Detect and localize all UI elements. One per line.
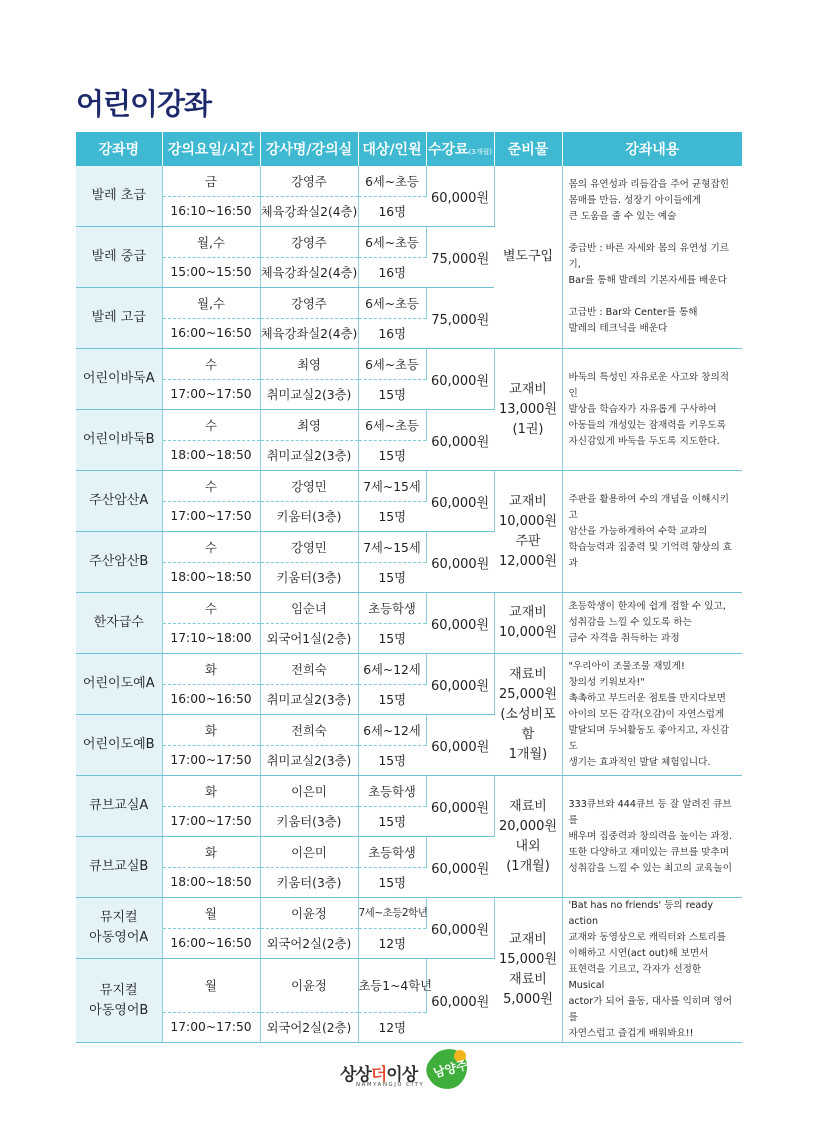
course-teacher: 최영 [260, 410, 358, 441]
course-capacity: 15명 [358, 684, 426, 715]
course-name: 한자급수 [76, 593, 162, 654]
course-name: 어린이도예B [76, 715, 162, 776]
course-room: 외국어2실(2층) [260, 1012, 358, 1043]
table-row [76, 349, 742, 380]
course-description: 주판을 활용하여 수의 개념을 이해시키고 암산을 가능하게하여 수학 교과의 학습능력과 집중력 및 기억력 향상의 효과 [562, 471, 742, 593]
course-time: 17:00~17:50 [162, 745, 260, 776]
course-description: 'Bat has no friends' 등의 ready action 교재와 동영상으로 캐릭터와 스토리를 이해하고 시연(act out)해 보면서 표현력을 기르고, 각자가 선정한 Musical actor가 되어 율동, 대사를 익히며 영어를 자연스럽고 즐겁게 배워봐요!! [562, 898, 742, 1043]
course-capacity: 16명 [358, 196, 426, 227]
table-row [76, 654, 742, 685]
course-day: 화 [162, 654, 260, 685]
header-content: 강좌내용 [562, 132, 742, 166]
course-time: 18:00~18:50 [162, 562, 260, 593]
logo-subtitle: NAMYANGJU CITY [356, 1082, 425, 1088]
table-row [76, 593, 742, 624]
course-room: 체육강좌실2(4층) [260, 196, 358, 227]
course-time: 17:00~17:50 [162, 501, 260, 532]
course-room: 키움터(3층) [260, 867, 358, 898]
course-target: 7세~초등2학년 [358, 898, 426, 929]
course-teacher: 강영민 [260, 471, 358, 502]
course-teacher: 전희숙 [260, 654, 358, 685]
course-name: 뮤지컬 아동영어B [76, 959, 162, 1043]
course-day: 화 [162, 837, 260, 868]
course-teacher: 강영민 [260, 532, 358, 563]
logo-wordmark: 상상더이상 [340, 1065, 418, 1085]
course-day: 월 [162, 898, 260, 929]
table-row [76, 776, 742, 807]
course-room: 체육강좌실2(4층) [260, 318, 358, 349]
course-fee: 60,000원 [426, 959, 494, 1043]
course-time: 16:00~16:50 [162, 684, 260, 715]
course-name: 발레 중급 [76, 227, 162, 288]
course-day: 금 [162, 166, 260, 196]
course-capacity: 12명 [358, 1012, 426, 1043]
course-name: 발레 초급 [76, 166, 162, 227]
course-capacity: 15명 [358, 440, 426, 471]
course-teacher: 이은미 [260, 837, 358, 868]
course-fee: 60,000원 [426, 532, 494, 593]
logo-badge-text: 남양주 [431, 1057, 470, 1081]
header-name: 강좌명 [76, 132, 162, 166]
course-capacity: 15명 [358, 623, 426, 654]
course-day: 월,수 [162, 288, 260, 319]
course-room: 취미교실2(3층) [260, 379, 358, 410]
course-fee: 60,000원 [426, 593, 494, 654]
course-name: 주산암산B [76, 532, 162, 593]
course-fee: 60,000원 [426, 471, 494, 532]
course-prep: 재료비 25,000원 (소성비포함 1개월) [494, 654, 562, 776]
course-table [76, 132, 742, 1043]
course-time: 17:10~18:00 [162, 623, 260, 654]
header-prep: 준비물 [494, 132, 562, 166]
course-day: 수 [162, 593, 260, 624]
course-prep: 교재비 10,000원 주판 12,000원 [494, 471, 562, 593]
page-title: 어린이강좌 [76, 87, 212, 121]
course-fee: 75,000원 [426, 288, 494, 349]
course-room: 키움터(3층) [260, 562, 358, 593]
course-fee: 60,000원 [426, 898, 494, 959]
course-description: 초등학생이 한자에 쉽게 접할 수 있고, 성취감을 느낄 수 있도록 하는 급수 자격을 취득하는 과정 [562, 593, 742, 654]
course-time: 17:00~17:50 [162, 806, 260, 837]
course-capacity: 15명 [358, 806, 426, 837]
course-time: 15:00~15:50 [162, 257, 260, 288]
course-target: 초등학생 [358, 593, 426, 624]
course-time: 17:00~17:50 [162, 1012, 260, 1043]
course-room: 키움터(3층) [260, 806, 358, 837]
course-capacity: 15명 [358, 562, 426, 593]
table-row [76, 898, 742, 929]
course-day: 수 [162, 349, 260, 380]
course-name: 어린이도예A [76, 654, 162, 715]
course-prep: 재료비 20,000원 내외 (1개월) [494, 776, 562, 898]
course-name: 뮤지컬 아동영어A [76, 898, 162, 959]
course-fee: 60,000원 [426, 654, 494, 715]
course-description: 몸의 유연성과 리듬감을 주어 균형잡힌 몸매를 만듬. 성장기 아이들에게 큰 도움을 줄 수 있는 예술 중급반 : 바른 자세와 몸의 유연성 기르기, Bar를 통해 발레의 기본자세를 배운다 고급반 : Bar와 Center를 통해 발레의 테크닉을 배운다 [562, 166, 742, 349]
header-target: 대상/인원 [358, 132, 426, 166]
header-time: 강의요일/시간 [162, 132, 260, 166]
course-name: 어린이바둑B [76, 410, 162, 471]
course-teacher: 강영주 [260, 288, 358, 319]
course-target: 초등학생 [358, 837, 426, 868]
course-teacher: 강영주 [260, 166, 358, 196]
course-day: 화 [162, 776, 260, 807]
course-description: 333큐브와 444큐브 등 잘 알려진 큐브를 배우며 집중력과 창의력을 높이는 과정. 또한 다양하고 재미있는 큐브를 맞추며 성취감을 느낄 수 있는 최고의 교육놀이 [562, 776, 742, 898]
course-target: 6세~초등 [358, 227, 426, 258]
table-row [76, 166, 742, 196]
course-capacity: 16명 [358, 257, 426, 288]
course-target: 6세~초등 [358, 166, 426, 196]
course-fee: 60,000원 [426, 715, 494, 776]
course-fee: 75,000원 [426, 227, 494, 288]
course-time: 16:10~16:50 [162, 196, 260, 227]
course-target: 초등1~4학년 [358, 959, 426, 1013]
course-room: 외국어2실(2층) [260, 928, 358, 959]
course-prep: 교재비 10,000원 [494, 593, 562, 654]
course-teacher: 이윤정 [260, 898, 358, 929]
course-time: 18:00~18:50 [162, 440, 260, 471]
course-time: 16:00~16:50 [162, 318, 260, 349]
course-time: 17:00~17:50 [162, 379, 260, 410]
course-fee: 60,000원 [426, 349, 494, 410]
course-time: 18:00~18:50 [162, 867, 260, 898]
course-target: 6세~12세 [358, 654, 426, 685]
course-room: 체육강좌실2(4층) [260, 257, 358, 288]
course-teacher: 전희숙 [260, 715, 358, 746]
course-teacher: 이은미 [260, 776, 358, 807]
course-teacher: 강영주 [260, 227, 358, 258]
course-room: 취미교실2(3층) [260, 745, 358, 776]
course-room: 키움터(3층) [260, 501, 358, 532]
course-target: 6세~12세 [358, 715, 426, 746]
course-target: 6세~초등 [358, 288, 426, 319]
course-target: 초등학생 [358, 776, 426, 807]
course-prep: 교재비 15,000원 재료비 5,000원 [494, 898, 562, 1043]
course-fee: 60,000원 [426, 166, 494, 227]
table-row [76, 471, 742, 502]
city-logo [340, 1046, 480, 1102]
course-teacher: 이윤정 [260, 959, 358, 1013]
course-fee: 60,000원 [426, 776, 494, 837]
course-name: 큐브교실B [76, 837, 162, 898]
course-name: 어린이바둑A [76, 349, 162, 410]
course-target: 6세~초등 [358, 410, 426, 441]
course-capacity: 15명 [358, 379, 426, 410]
course-target: 7세~15세 [358, 471, 426, 502]
course-prep: 별도구입 [494, 166, 562, 349]
header-fee: 수강료(3개월) [426, 132, 494, 166]
course-fee: 60,000원 [426, 410, 494, 471]
course-capacity: 15명 [358, 501, 426, 532]
course-capacity: 12명 [358, 928, 426, 959]
course-target: 6세~초등 [358, 349, 426, 380]
course-day: 수 [162, 532, 260, 563]
table-header-row [76, 132, 742, 166]
course-day: 수 [162, 471, 260, 502]
course-room: 외국어1실(2층) [260, 623, 358, 654]
course-teacher: 임순녀 [260, 593, 358, 624]
course-capacity: 15명 [358, 745, 426, 776]
course-teacher: 최영 [260, 349, 358, 380]
course-description: "우리아이 조물조물 재밌게! 창의성 키워보자!" 촉촉하고 부드러운 점토를 만지다보면 아이의 모든 감각(오감)이 자연스럽게 발달되며 두뇌활동도 좋아지고, 자신감도 생기는 효과적인 발달 체험입니다. [562, 654, 742, 776]
course-target: 7세~15세 [358, 532, 426, 563]
course-day: 월 [162, 959, 260, 1013]
header-teacher: 강사명/강의실 [260, 132, 358, 166]
course-fee: 60,000원 [426, 837, 494, 898]
course-time: 16:00~16:50 [162, 928, 260, 959]
course-capacity: 15명 [358, 867, 426, 898]
course-name: 발레 고급 [76, 288, 162, 349]
course-room: 취미교실2(3층) [260, 684, 358, 715]
course-capacity: 16명 [358, 318, 426, 349]
course-name: 큐브교실A [76, 776, 162, 837]
course-day: 월,수 [162, 227, 260, 258]
course-description: 바둑의 특성인 자유로운 사고와 창의적인 발상을 학습자가 자유롭게 구사하여 아동들의 개성있는 잠재력을 키우도록 자신감있게 바둑을 두도록 지도한다. [562, 349, 742, 471]
course-day: 화 [162, 715, 260, 746]
course-room: 취미교실2(3층) [260, 440, 358, 471]
course-prep: 교재비 13,000원 (1권) [494, 349, 562, 471]
course-name: 주산암산A [76, 471, 162, 532]
course-day: 수 [162, 410, 260, 441]
